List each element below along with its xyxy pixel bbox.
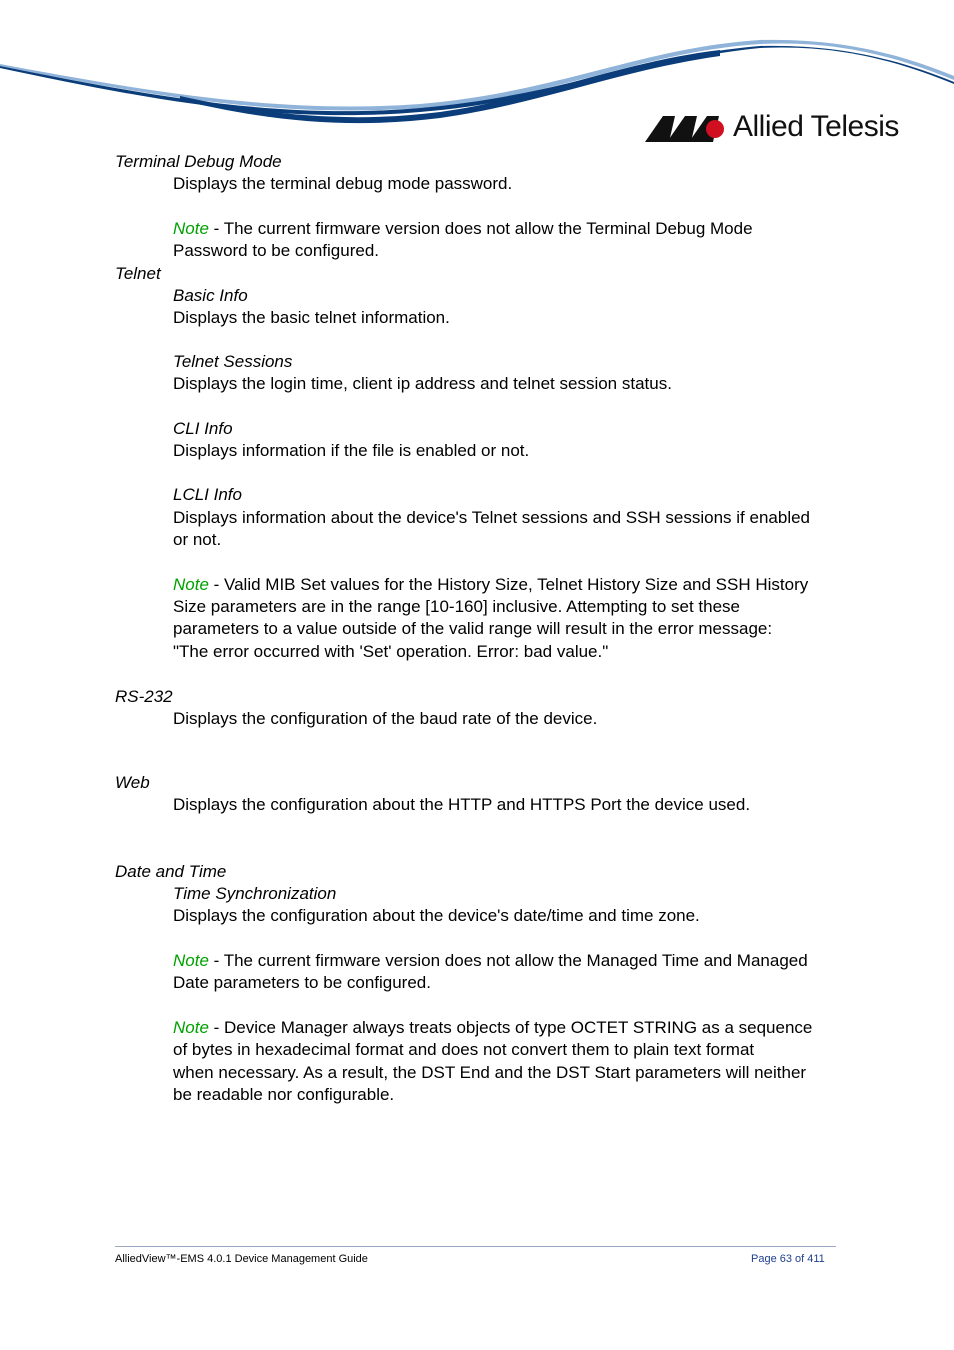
section-heading-date-and-time: Date and Time <box>115 862 227 881</box>
footer-page-number: Page 63 of 411 <box>751 1253 825 1265</box>
subheading-time-synchronization: Time Synchronization <box>173 884 337 903</box>
telnet-note-line-2: Size parameters are in the range [10-160] inclusive. Attempting to set these <box>173 597 740 616</box>
note-label: Note <box>173 575 209 594</box>
time-sync-desc: Displays the configuration about the device's date/time and time zone. <box>173 906 700 925</box>
date-time-note-2-line-4: be readable nor configurable. <box>173 1085 395 1104</box>
telnet-note <box>173 574 808 596</box>
subheading-basic-info: Basic Info <box>173 286 248 305</box>
note-label: Note <box>173 951 209 970</box>
lcli-info-desc-cont: or not. <box>173 530 222 549</box>
basic-info-desc: Displays the basic telnet information. <box>173 308 450 327</box>
rs232-desc: Displays the configuration of the baud rate of the device. <box>173 709 598 728</box>
terminal-debug-note <box>173 218 753 240</box>
note-label: Note <box>173 1018 209 1037</box>
telnet-note-line-3: parameters to a value outside of the valid range will result in the error message: <box>173 619 773 638</box>
note-label: Note <box>173 219 209 238</box>
note-text: - The current firmware version does not allow the Terminal Debug Mode <box>208 219 753 238</box>
footer-guide-title: AlliedView™-EMS 4.0.1 Device Management Guide <box>115 1253 368 1265</box>
date-time-note-1-cont: Date parameters to be configured. <box>173 973 431 992</box>
date-time-note-2-line-3: when necessary. As a result, the DST End and the DST Start parameters will neither <box>173 1063 807 1082</box>
telnet-sessions-desc: Displays the login time, client ip address and telnet session status. <box>173 374 672 393</box>
terminal-debug-note-cont: Password to be configured. <box>173 241 380 260</box>
subheading-telnet-sessions: Telnet Sessions <box>173 352 293 371</box>
date-time-note-1 <box>173 950 808 972</box>
date-time-note-2-line-2: of bytes in hexadecimal format and does not convert them to plain text format <box>173 1040 755 1059</box>
note-text: - Device Manager always treats objects of type OCTET STRING as a sequence <box>208 1018 813 1037</box>
allied-telesis-logo <box>645 110 905 146</box>
telnet-note-line-4: "The error occurred with 'Set' operation. Error: bad value." <box>173 642 609 661</box>
subheading-cli-info: CLI Info <box>173 419 233 438</box>
subheading-lcli-info: LCLI Info <box>173 485 242 504</box>
footer-rule <box>115 1246 836 1247</box>
lcli-info-desc: Displays information about the device's Telnet sessions and SSH sessions if enabled <box>173 508 811 527</box>
date-time-note-2 <box>173 1017 812 1039</box>
cli-info-desc: Displays information if the file is enabled or not. <box>173 441 530 460</box>
web-desc: Displays the configuration about the HTTP and HTTPS Port the device used. <box>173 795 751 814</box>
note-text: - Valid MIB Set values for the History Size, Telnet History Size and SSH History <box>208 575 809 594</box>
note-text: - The current firmware version does not allow the Managed Time and Managed <box>208 951 808 970</box>
section-heading-rs232: RS-232 <box>115 687 173 706</box>
terminal-debug-desc: Displays the terminal debug mode password. <box>173 174 513 193</box>
section-heading-telnet: Telnet <box>115 264 161 283</box>
allied-telesis-logo-mark <box>645 116 729 142</box>
section-heading-terminal-debug-mode: Terminal Debug Mode <box>115 152 282 171</box>
section-heading-web: Web <box>115 773 150 792</box>
logo-text: Allied Telesis <box>733 110 899 143</box>
